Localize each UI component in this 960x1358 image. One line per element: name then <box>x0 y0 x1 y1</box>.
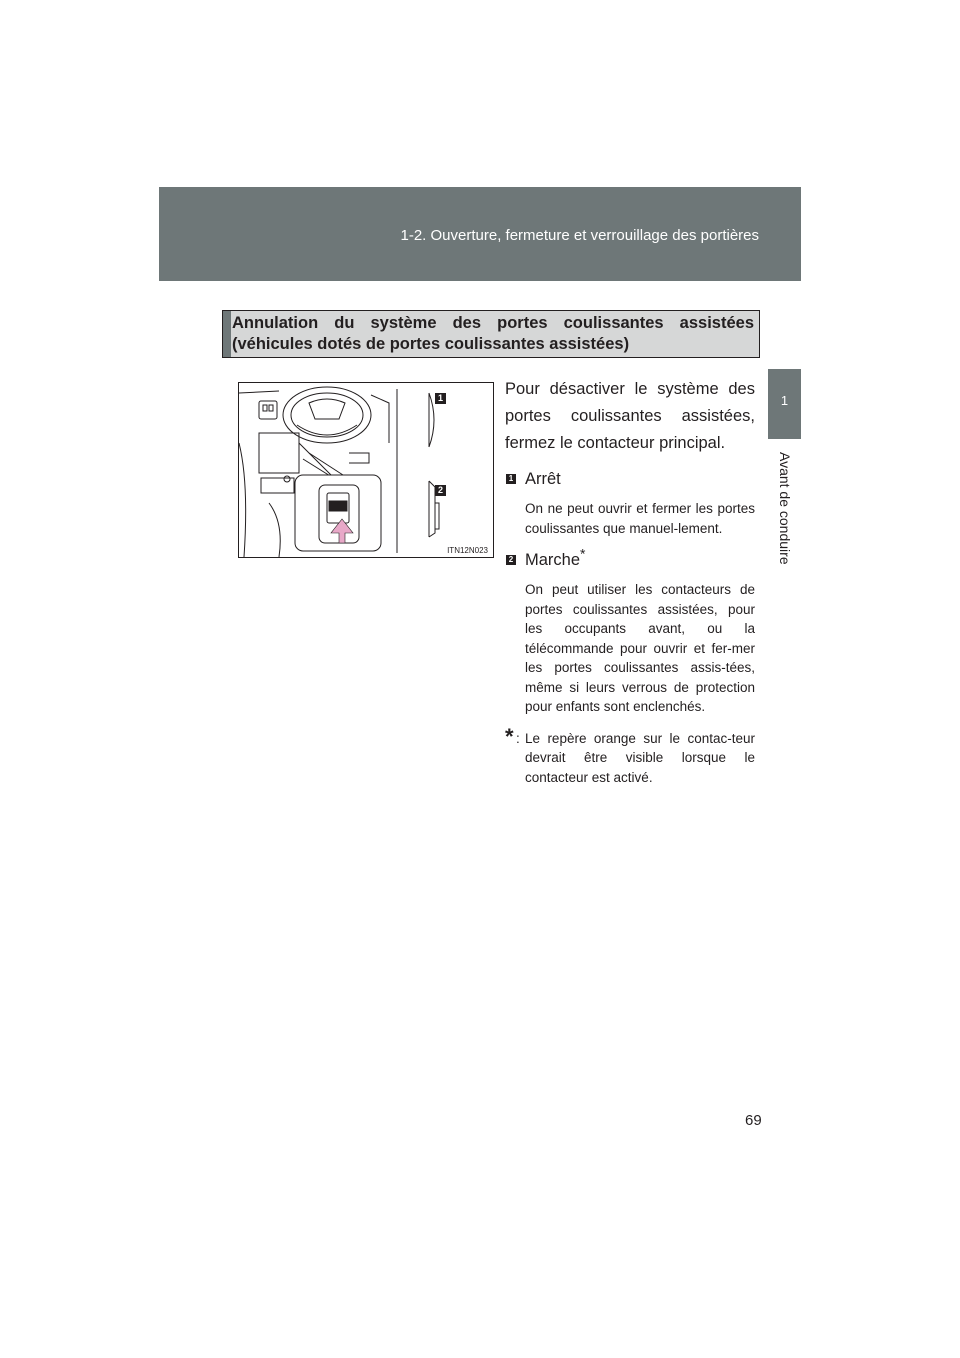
chapter-number: 1 <box>780 393 789 408</box>
item-label-on <box>525 545 586 572</box>
item-off <box>505 467 755 491</box>
text-column <box>505 376 755 787</box>
section-title: Annulation du système des portes coulissantes assistées (véhicules dotés de portes coulissantes assistées) <box>232 314 754 353</box>
item-badge-2: 2 <box>506 555 516 565</box>
chapter-side-label-text: Avant de conduire <box>777 452 793 565</box>
intro-paragraph: Pour désactiver le système des portes coulissantes assistées, fermez le contacteur principal. <box>505 380 755 452</box>
footnote-text: Le repère orange sur le contac-teur devrait être visible lorsque le contacteur est activé. <box>525 730 755 785</box>
item-label-off-text: Arrêt <box>525 470 561 488</box>
section-heading <box>222 310 760 358</box>
asterisk-mark: * <box>580 545 586 562</box>
callout-1: 1 <box>435 393 446 404</box>
item-off-description: On ne peut ouvrir et fermer les portes coulissantes que manuel-lement. <box>525 501 755 536</box>
item-on-description: On peut utiliser les contacteurs de portes coulissantes assistées, pour les occupants avant, ou la télécommande pour ouvrir et fer-mer les portes coulissantes assis-tées, même si leurs verrous de protection pour enfants sont enclenchés. <box>525 582 755 714</box>
section-heading-bar <box>223 311 231 357</box>
chapter-header-band <box>159 187 801 281</box>
item-label-on-text: Marche <box>525 551 581 569</box>
chapter-title: 1-2. Ouverture, fermeture et verrouillage des portières <box>400 227 759 244</box>
item-label-off <box>525 467 561 491</box>
item-badge-1: 1 <box>506 474 516 484</box>
dashboard-drawing <box>239 383 493 557</box>
switch-illustration <box>238 382 494 558</box>
illustration-code: ITN12N023 <box>447 546 488 555</box>
chapter-side-label <box>776 452 796 602</box>
page-number: 69 <box>745 1112 762 1129</box>
footnote-asterisk: * <box>505 723 514 749</box>
chapter-side-tab <box>768 369 801 439</box>
callout-2: 2 <box>435 485 446 496</box>
footnote <box>505 723 755 788</box>
item-on <box>505 545 755 572</box>
footnote-colon: : <box>516 730 520 746</box>
